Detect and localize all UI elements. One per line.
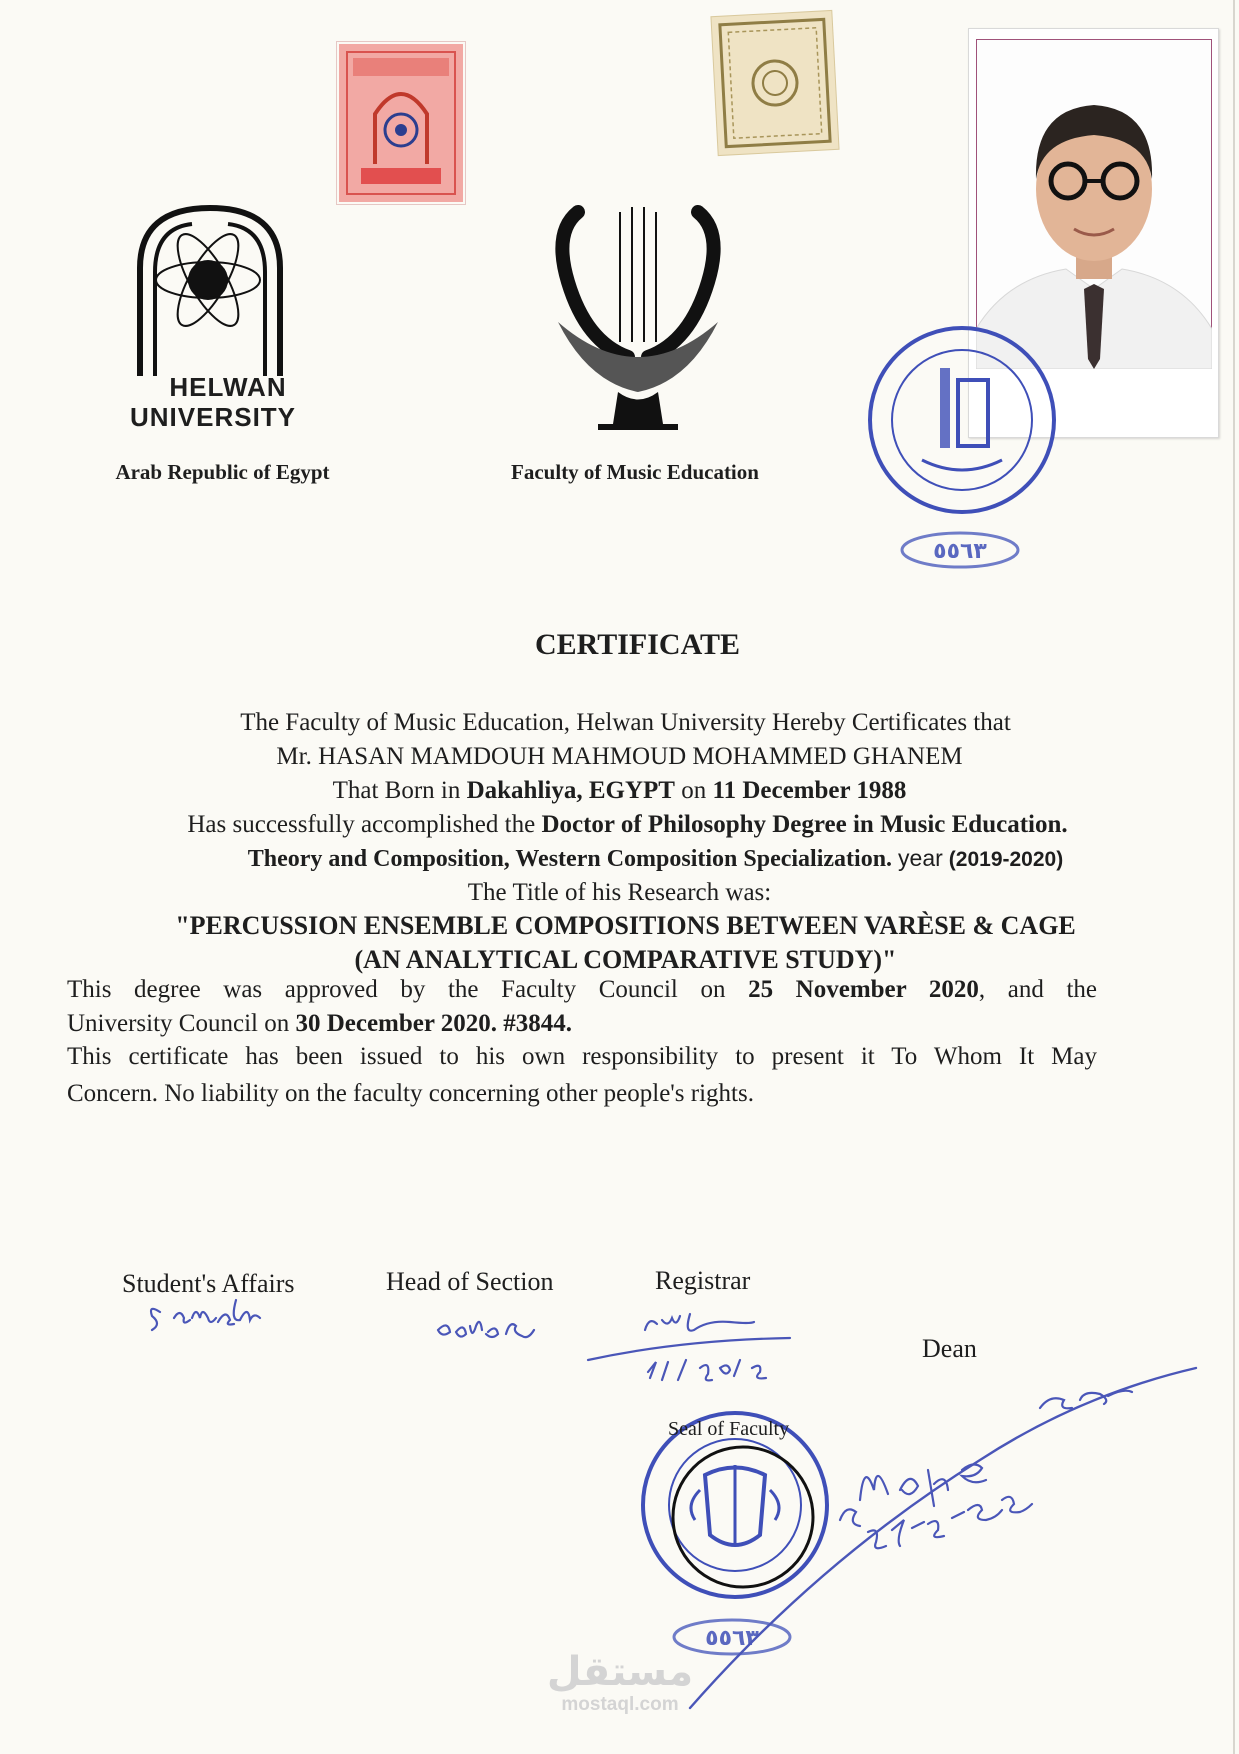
registrar-label: Registrar <box>655 1266 751 1295</box>
accomplished-text: Has successfully accomplished the <box>187 811 536 838</box>
certificate-title: CERTIFICATE <box>534 628 741 661</box>
university-council-ref: 30 December 2020. #3844. <box>295 1010 573 1037</box>
faculty-council-date: 25 November 2020 <box>748 976 979 1003</box>
intro-line: The Faculty of Music Education, Helwan University Hereby Certificates that <box>240 709 1011 736</box>
seal-number-top-text: ٥٥٦٣ <box>933 539 987 564</box>
graduate-name: Mr. HASAN MAMDOUH MAHMOUD MOHAMMED GHANEM <box>276 743 963 770</box>
research-intro: The Title of his Research was: <box>467 879 772 906</box>
watermark-latin: mostaql.com <box>561 1694 679 1715</box>
university-name-line2: UNIVERSITY <box>129 402 297 432</box>
university-name-line1: HELWAN <box>169 372 287 402</box>
seal-of-faculty-label: Seal of Faculty <box>668 1418 790 1440</box>
students-affairs-label: Student's Affairs <box>122 1269 295 1298</box>
year-value: (2019-2020) <box>948 848 1064 871</box>
country-label: Arab Republic of Egypt <box>115 460 330 484</box>
mostaql-watermark <box>540 1650 700 1716</box>
watermark-arabic: مستقل <box>546 1649 694 1695</box>
degree-name: Doctor of Philosophy Degree in Music Education. <box>541 811 1068 838</box>
approval-text-c: University Council on <box>67 1010 290 1037</box>
born-on: on <box>681 777 707 804</box>
research-title-line2: (AN ANALYTICAL COMPARATIVE STUDY)" <box>354 945 897 974</box>
birth-date: 11 December 1988 <box>712 777 907 804</box>
birth-place: Dakahliya, EGYPT <box>466 777 675 804</box>
approval-text-a: This degree was approved by the Faculty Council on <box>67 976 726 1003</box>
specialization: Theory and Composition, Western Composition Specialization. <box>247 846 893 872</box>
head-of-section-label: Head of Section <box>386 1267 554 1296</box>
responsibility-line2: Concern. No liability on the faculty concerning other people's rights. <box>67 1080 754 1107</box>
research-title-line1: "PERCUSSION ENSEMBLE COMPOSITIONS BETWEEN VARÈSE & CAGE <box>175 911 1076 940</box>
seal-number-bottom-text: ٥٥٦٣ <box>705 1626 759 1651</box>
year-label: year <box>898 845 943 871</box>
dean-label: Dean <box>922 1334 977 1363</box>
faculty-label: Faculty of Music Education <box>511 460 759 484</box>
born-prefix: That Born in <box>332 777 461 804</box>
approval-text-b: , and the <box>978 976 1097 1003</box>
responsibility-line1: This certificate has been issued to his own responsibility to present it To Whom It May <box>67 1043 1097 1070</box>
